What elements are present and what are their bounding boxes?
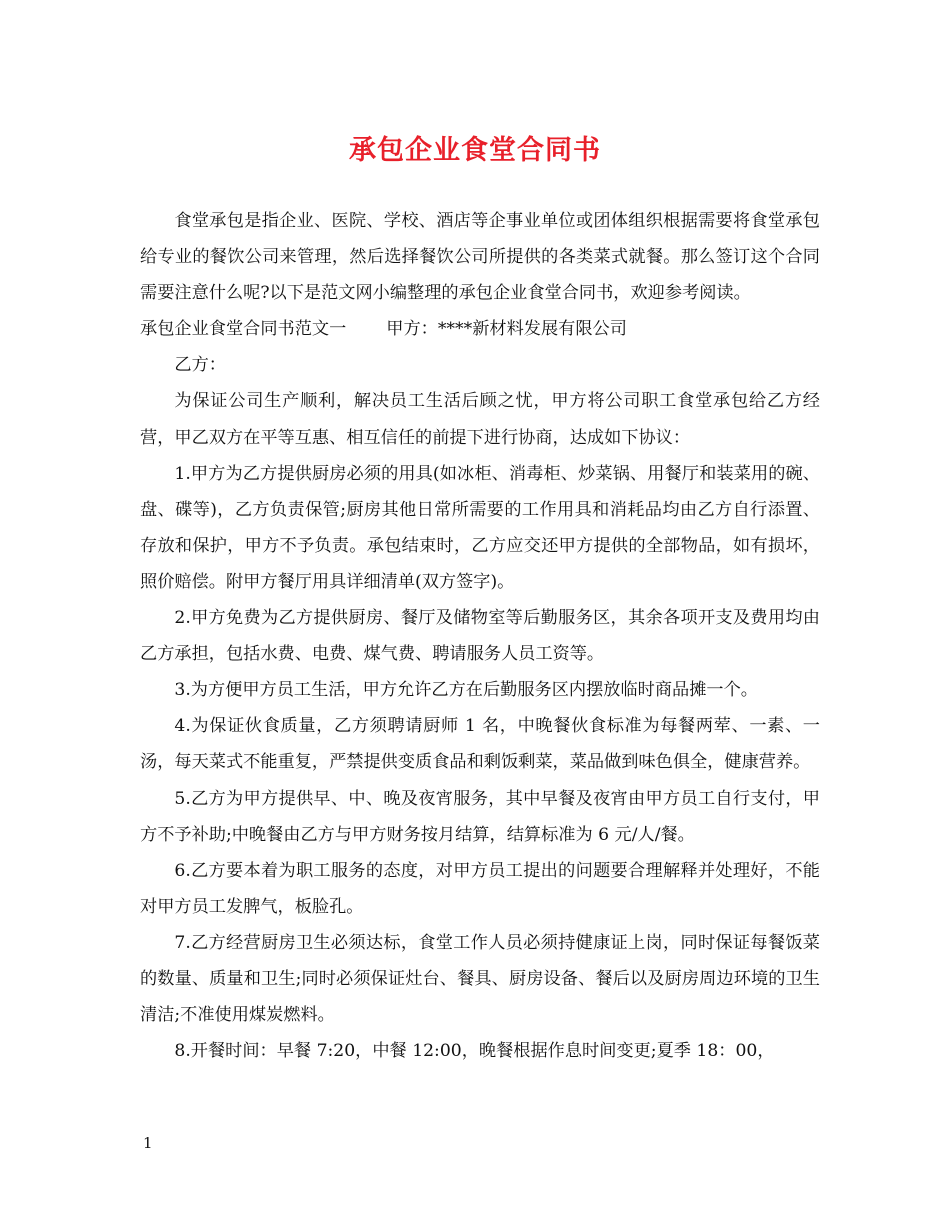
clause-2: 2.甲方免费为乙方提供厨房、餐厅及储物室等后勤服务区，其余各项开支及费用均由乙方承担，包括水费、电费、煤气费、聘请服务人员工资等。 (140, 608, 820, 665)
party-a: 甲方：****新材料发展有限公司 (386, 319, 627, 340)
clause-3: 3.为方便甲方员工生活，甲方允许乙方在后勤服务区内摆放临时商品摊一个。 (174, 680, 758, 701)
clause-8: 8.开餐时间：早餐 7:20，中餐 12:00，晚餐根据作息时间变更;夏季 18：00， (174, 1041, 775, 1062)
clause-1: 1.甲方为乙方提供厨房必须的用具(如冰柜、消毒柜、炒菜锅、用餐厅和装菜用的碗、盘、碟等)，乙方负责保管;厨房其他日常所需要的工作用具和消耗品均由乙方自行添置、存放和保护，甲方不予负责。承包结束时，乙方应交还甲方提供的全部物品，如有损坏，照价赔偿。附甲方餐厅用具详细清单(双方签字)。 (140, 463, 820, 592)
sample-heading-line (140, 311, 820, 347)
intro-paragraph: 食堂承包是指企业、医院、学校、酒店等企事业单位或团体组织根据需要将食堂承包给专业的餐饮公司来管理，然后选择餐饮公司所提供的各类菜式就餐。那么签订这个合同需要注意什么呢?以下是范文网小编整理的承包企业食堂合同书，欢迎参考阅读。 (140, 211, 820, 304)
clause-6: 6.乙方要本着为职工服务的态度，对甲方员工提出的问题要合理解释并处理好，不能对甲方员工发脾气，板脸孔。 (140, 860, 820, 917)
page-number: 1 (143, 1134, 153, 1152)
clause-4: 4.为保证伙食质量，乙方须聘请厨师 1 名，中晚餐伙食标准为每餐两荤、一素、一汤，每天菜式不能重复，严禁提供变质食品和剩饭剩菜，菜品做到味色俱全，健康营养。 (140, 716, 820, 773)
document-title: 承包企业食堂合同书 (349, 135, 601, 166)
sample-heading: 承包企业食堂合同书范文一 (140, 319, 347, 340)
clause-7: 7.乙方经营厨房卫生必须达标，食堂工作人员必须持健康证上岗，同时保证每餐饭菜的数量、质量和卫生;同时必须保证灶台、餐具、厨房设备、餐后以及厨房周边环境的卫生清洁;不准使用煤炭燃料。 (140, 932, 820, 1026)
preamble-paragraph: 为保证公司生产顺利，解决员工生活后顾之忧，甲方将公司职工食堂承包给乙方经营，甲乙双方在平等互惠、相互信任的前提下进行协商，达成如下协议： (140, 391, 820, 448)
party-b: 乙方： (174, 355, 226, 376)
clause-5: 5.乙方为甲方提供早、中、晚及夜宵服务，其中早餐及夜宵由甲方员工自行支付，甲方不予补助;中晚餐由乙方与甲方财务按月结算，结算标准为 6 元/人/餐。 (140, 788, 820, 845)
document-body (140, 203, 820, 1069)
